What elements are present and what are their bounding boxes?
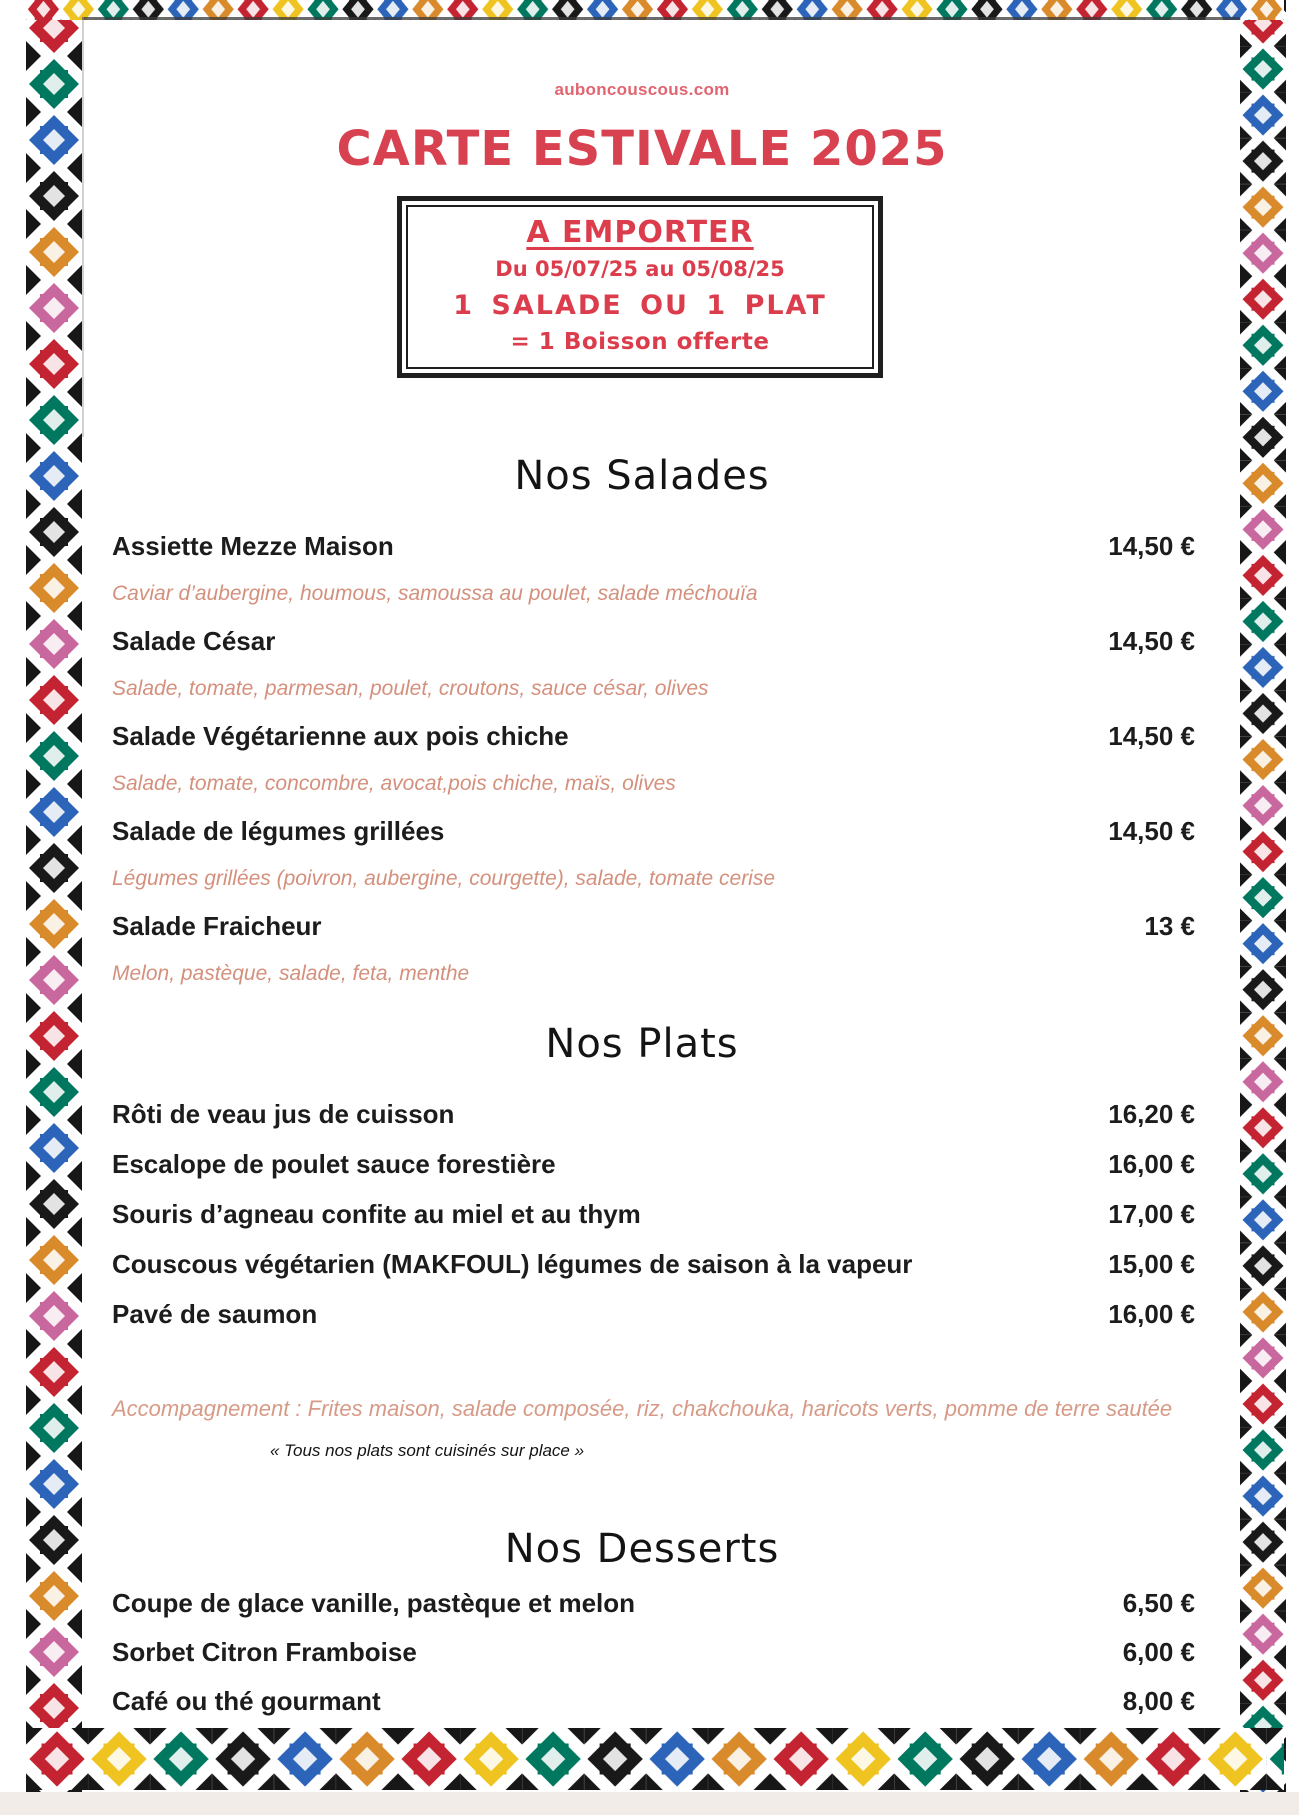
- house-made-note: « Tous nos plats sont cuisinés sur place »: [270, 1441, 585, 1460]
- menu-title: CARTE ESTIVALE 2025: [336, 121, 948, 177]
- menu-item-price: 16,00 €: [1108, 1298, 1195, 1329]
- menu-item: [112, 522, 1195, 617]
- menu-item: [112, 807, 1195, 902]
- salades-list: [112, 522, 1195, 997]
- menu-item-name: Salade César: [112, 625, 276, 656]
- menu-item-name: Salade de légumes grillées: [112, 815, 445, 846]
- plats-list: [112, 1089, 1195, 1339]
- promo-box-inner: [406, 205, 874, 369]
- menu-item-name: Sorbet Citron Framboise: [112, 1637, 417, 1667]
- menu-item-row: [112, 807, 1195, 855]
- menu-item-row: [112, 1139, 1195, 1189]
- menu-item: [112, 617, 1195, 712]
- menu-item-row: [112, 1628, 1195, 1677]
- menu-item-name: Rôti de veau jus de cuisson: [112, 1098, 455, 1129]
- menu-item-row: [112, 522, 1195, 570]
- menu-item-row: [112, 1677, 1195, 1726]
- menu-item-row: [112, 1289, 1195, 1339]
- menu-item-row: [112, 617, 1195, 665]
- menu-item-desc: Salade, tomate, concombre, avocat,pois chiche, maïs, olives: [112, 771, 676, 795]
- menu-item-price: 8,00 €: [1122, 1686, 1195, 1716]
- promo-heading: A EMPORTER: [526, 215, 754, 250]
- menu-item-row: [112, 902, 1195, 950]
- menu-item-name: Pavé de saumon: [112, 1298, 318, 1329]
- section-heading-salades: Nos Salades: [514, 453, 770, 499]
- scan-page-edge: [82, 17, 1240, 20]
- menu-item-price: 14,50 €: [1108, 625, 1195, 656]
- promo-box: [397, 196, 883, 378]
- menu-item-price: 14,50 €: [1108, 720, 1195, 751]
- menu-item-name: Escalope de poulet sauce forestière: [112, 1148, 556, 1179]
- menu-item-price: 14,50 €: [1108, 530, 1195, 561]
- menu-item: [112, 902, 1195, 997]
- menu-item-name: Coupe de glace vanille, pastèque et melon: [112, 1588, 636, 1618]
- menu-item-price: 15,00 €: [1108, 1248, 1195, 1279]
- menu-item-row: [112, 1189, 1195, 1239]
- menu-item-price: 14,50 €: [1108, 815, 1195, 846]
- promo-dates: Du 05/07/25 au 05/08/25: [495, 257, 785, 281]
- mosaic-border-right: [1240, 0, 1286, 1792]
- section-heading-desserts: Nos Desserts: [504, 1526, 780, 1572]
- menu-item-row: [112, 1239, 1195, 1289]
- menu-item-price: 16,20 €: [1108, 1098, 1195, 1129]
- menu-item-name: Assiette Mezze Maison: [112, 530, 394, 561]
- menu-item-price: 16,00 €: [1108, 1148, 1195, 1179]
- accompaniment-note: Accompagnement : Frites maison, salade composée, riz, chakchouka, haricots verts, pomme de terre sautée: [112, 1396, 1173, 1421]
- desserts-list: [112, 1579, 1195, 1726]
- scan-footer-shadow: [0, 1792, 1299, 1815]
- mosaic-border-bottom: [26, 1728, 1284, 1790]
- menu-item-desc: Légumes grillées (poivron, aubergine, courgette), salade, tomate cerise: [112, 866, 776, 890]
- menu-item-row: [112, 1089, 1195, 1139]
- menu-item-row: [112, 712, 1195, 760]
- menu-item-price: 6,00 €: [1122, 1637, 1195, 1667]
- menu-item-desc: Salade, tomate, parmesan, poulet, croutons, sauce césar, olives: [112, 676, 709, 700]
- section-heading-plats: Nos Plats: [545, 1021, 739, 1067]
- menu-item-name: Souris d’agneau confite au miel et au thym: [112, 1198, 641, 1229]
- promo-reward: = 1 Boisson offerte: [510, 329, 770, 355]
- menu-item-name: Salade Fraicheur: [112, 910, 322, 941]
- mosaic-border-left: [26, 0, 82, 1792]
- menu-item-price: 6,50 €: [1122, 1588, 1195, 1618]
- menu-item-name: Couscous végétarien (MAKFOUL) légumes de saison à la vapeur: [112, 1248, 913, 1279]
- menu-item-desc: Caviar d’aubergine, houmous, samoussa au poulet, salade méchouïa: [112, 581, 758, 605]
- menu-item-price: 17,00 €: [1108, 1198, 1195, 1229]
- menu-item: [112, 712, 1195, 807]
- menu-item-name: Café ou thé gourmant: [112, 1686, 381, 1716]
- menu-item-row: [112, 1579, 1195, 1628]
- menu-item-price: 13 €: [1144, 910, 1195, 941]
- menu-item-desc: Melon, pastèque, salade, feta, menthe: [112, 961, 470, 985]
- promo-offer: 1 SALADE OU 1 PLAT: [453, 290, 827, 321]
- menu-item-name: Salade Végétarienne aux pois chiche: [112, 720, 569, 751]
- website-url: auboncouscous.com: [554, 80, 730, 99]
